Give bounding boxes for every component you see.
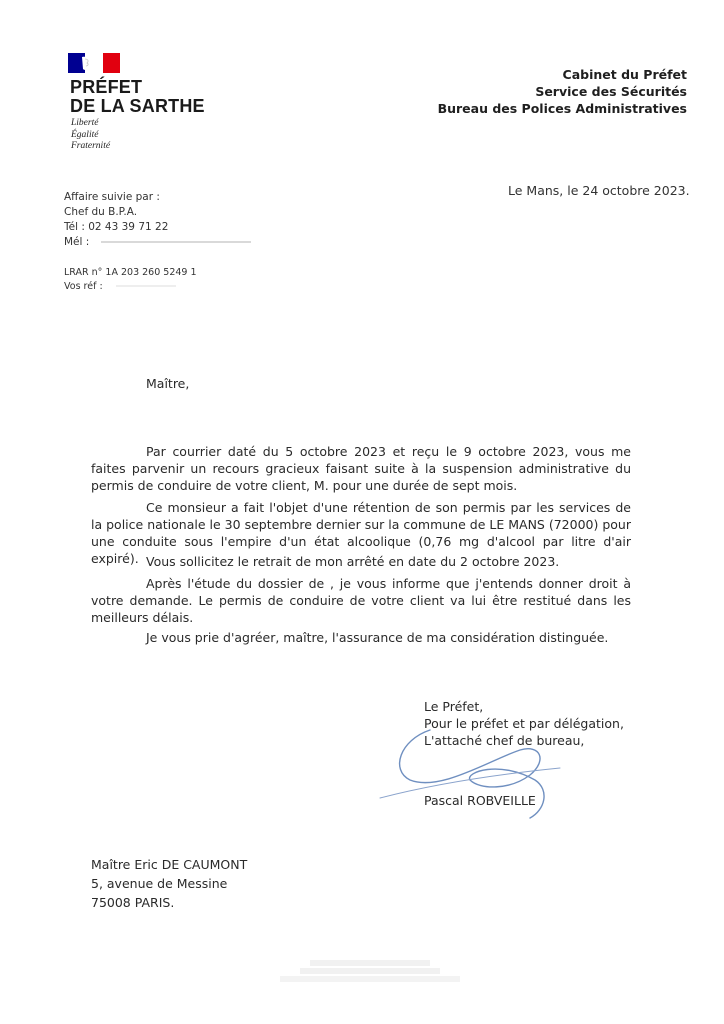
paragraph-1: Par courrier daté du 5 octobre 2023 et reçu le 9 octobre 2023, vous me faites parvenir un recours gracieux faisant suite à la suspension administrative du permis de conduire de votre client, M. pour une durée de sept mois. — [91, 444, 631, 493]
recipient-address — [91, 855, 247, 912]
signature-block — [424, 698, 624, 749]
tel-label: Tél : 02 43 39 71 22 — [64, 221, 169, 233]
paragraph-4: Après l'étude du dossier de , je vous informe que j'entends donner droit à votre demande. Le permis de conduire de votre client va lui être restitué dans les meilleurs délais. — [91, 576, 631, 625]
service-cabinet: Cabinet du Préfet — [562, 67, 687, 82]
affaire-label: Affaire suivie par : — [64, 191, 160, 203]
mel-label: Mél : — [64, 236, 90, 248]
salutation: Maître, — [146, 376, 190, 391]
contact-block — [64, 190, 251, 250]
faint-footer-bleed — [270, 958, 470, 984]
recipient-city: 75008 PARIS. — [91, 895, 175, 910]
service-bureau: Bureau des Polices Administratives — [437, 101, 687, 116]
signature-title: Le Préfet, — [424, 699, 484, 714]
paragraph-3: Vous sollicitez le retrait de mon arrêté en date du 2 octobre 2023. — [146, 554, 560, 569]
prefet-title — [70, 78, 205, 116]
republic-motto — [71, 118, 110, 153]
recipient-street: 5, avenue de Messine — [91, 876, 228, 891]
service-securites: Service des Sécurités — [535, 84, 687, 99]
letter-date: Le Mans, le 24 octobre 2023. — [508, 183, 690, 198]
vos-ref-row — [64, 280, 197, 294]
mel-row — [64, 235, 251, 250]
motto-liberte: Liberté — [71, 118, 99, 128]
paragraph-5: Je vous prie d'agréer, maître, l'assurance de ma considération distinguée. — [146, 630, 609, 645]
signature-delegation: Pour le préfet et par délégation, — [424, 716, 624, 731]
redacted-email — [101, 241, 251, 243]
recipient-name: Maître Eric DE CAUMONT — [91, 857, 248, 872]
issuing-services — [438, 66, 687, 117]
lrar-block — [64, 266, 197, 293]
signer-name: Pascal ROBVEILLE — [424, 793, 536, 808]
marianne-logo-icon — [68, 53, 120, 73]
vos-ref-label: Vos réf : — [64, 280, 103, 292]
lrar-number: LRAR n° 1A 203 260 5249 1 — [64, 267, 197, 278]
prefet-title-line1: PRÉFET — [70, 77, 143, 97]
signature-role: L'attaché chef de bureau, — [424, 733, 585, 748]
redacted-ref — [116, 285, 176, 287]
prefet-title-line2: DE LA SARTHE — [70, 96, 205, 116]
chef-label: Chef du B.P.A. — [64, 206, 138, 218]
paragraph-2: Ce monsieur a fait l'objet d'une rétention de son permis par les services de la police nationale le 30 septembre dernier sur la commune de LE MANS (72000) pour une conduite sous l'empire d'un état alcoolique (0,76 mg d'alcool par litre d'air expiré). — [91, 500, 631, 566]
motto-fraternite: Fraternité — [71, 141, 111, 151]
motto-egalite: Égalité — [71, 129, 99, 140]
